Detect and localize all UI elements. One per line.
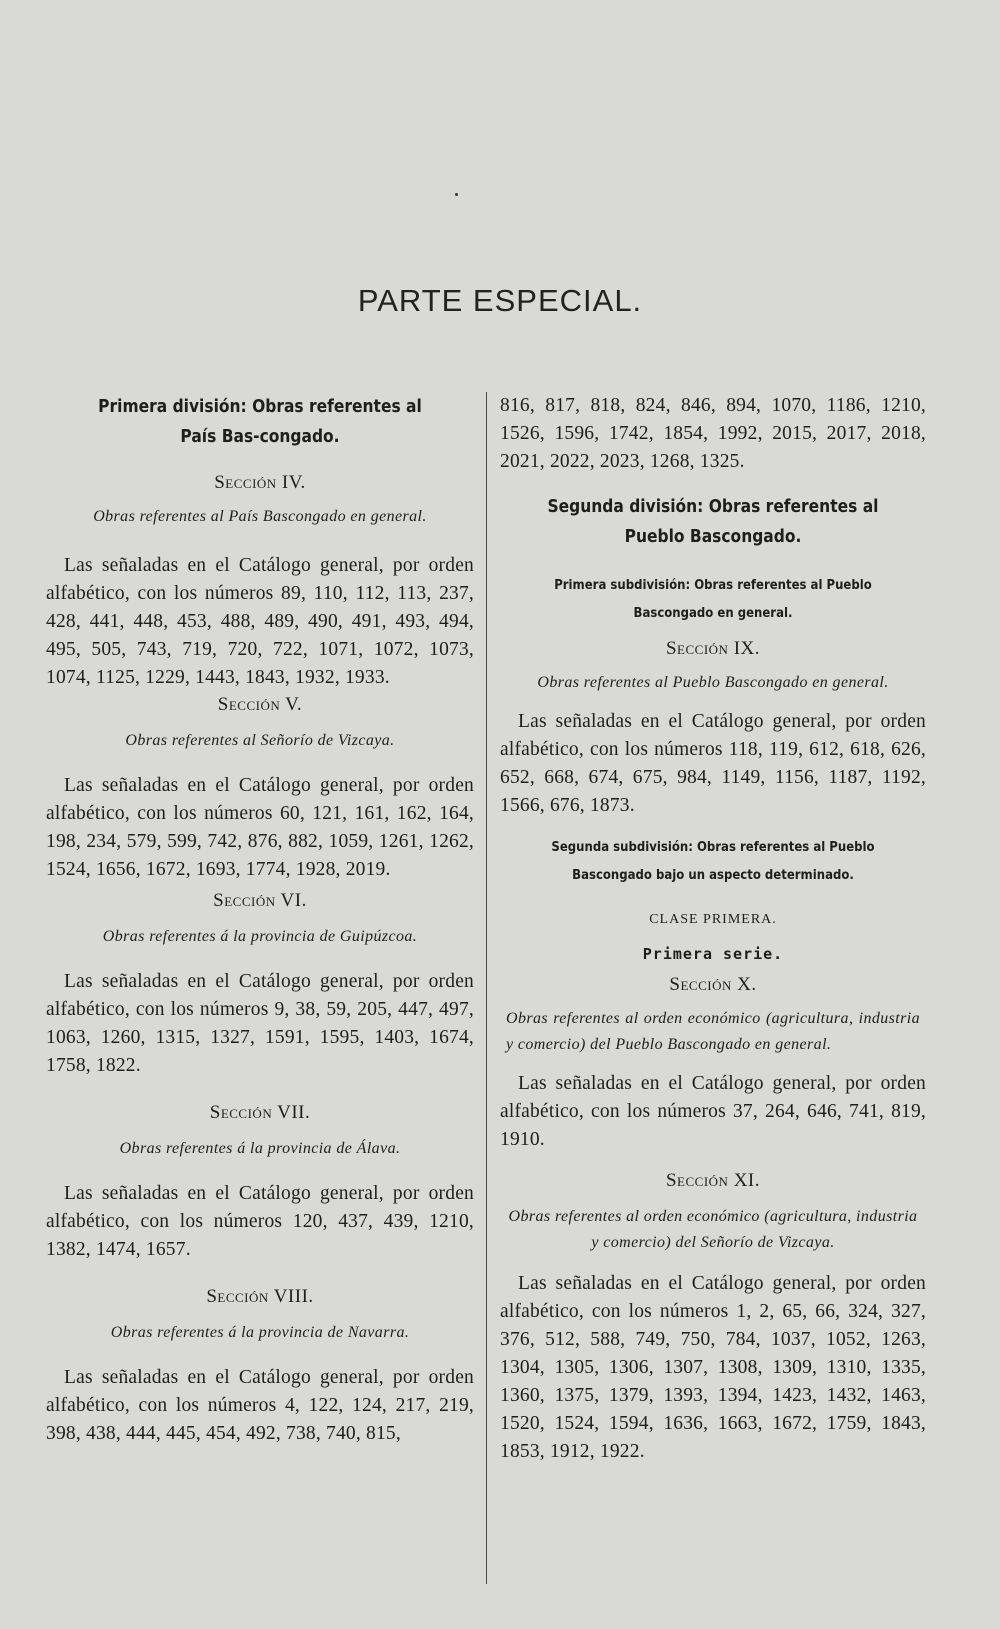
subdivision-primera: Primera subdivisión: Obras referentes al Pueblo Bascongado en general. — [554, 578, 872, 621]
division-heading-segunda: Segunda división: Obras referentes al Pueblo Bascongado. — [547, 496, 879, 547]
continuation-text: 816, 817, 818, 824, 846, 894, 1070, 1186, 1210, 1526, 1596, 1742, 1854, 1992, 2015, 2017, 2018, 2021, 2022, 2023, 1268, 1325. — [500, 395, 926, 472]
ink-speck — [455, 193, 458, 196]
column-divider — [486, 392, 487, 1584]
section-text: Las señaladas en el Catálogo general, por orden alfabético, con los números 89, 110, 112, 113, 237, 428, 441, 448, 453, 488, 489, 490, 491, 493, 494, 495, 505, 743, 719, 720, 722, 1071, 1072, 1073, 1074, 1125, 1229, 1443, 1843, 1932, 1933. — [46, 555, 474, 688]
subdivision-segunda: Segunda subdivisión: Obras referentes al Pueblo Bascongado bajo un aspecto determinado. — [551, 840, 875, 883]
section-x — [500, 972, 926, 1154]
section-vi — [46, 888, 474, 1080]
section-subtitle: Obras referentes al Pueblo Bascongado en general. — [537, 674, 889, 691]
section-text: Las señaladas en el Catálogo general, por orden alfabético, con los números 1, 2, 65, 66, 324, 327, 376, 512, 588, 749, 750, 784, 1037, 1052, 1263, 1304, 1305, 1306, 1307, 1308, 1309, 1310, 1335, 1360, 1375, 1379, 1393, 1394, 1423, 1432, 1463, 1520, 1524, 1594, 1636, 1663, 1672, 1759, 1843, 1853, 1912, 1922. — [500, 1273, 926, 1462]
section-xi — [500, 1168, 926, 1466]
section-subtitle: Obras referentes al País Bascongado en general. — [93, 508, 427, 525]
section-subtitle: Obras referentes á la provincia de Navarra. — [110, 1324, 410, 1341]
section-heading: Sección VII. — [209, 1102, 311, 1123]
section-subtitle: Obras referentes al Señorío de Vizcaya. — [125, 732, 395, 749]
section-subtitle: Obras referentes al orden económico (agricultura, industria y comercio) del Señorío de Vizcaya. — [508, 1208, 918, 1251]
clase-heading: CLASE PRIMERA. — [649, 912, 777, 927]
section-text: Las señaladas en el Catálogo general, por orden alfabético, con los números 118, 119, 612, 618, 626, 652, 668, 674, 675, 984, 1149, 1156, 1187, 1192, 1566, 676, 1873. — [500, 711, 926, 816]
section-heading: Sección X. — [669, 974, 757, 995]
section-text: Las señaladas en el Catálogo general, por orden alfabético, con los números 60, 121, 161, 162, 164, 198, 234, 579, 599, 742, 876, 882, 1059, 1261, 1262, 1524, 1656, 1672, 1693, 1774, 1928, 2019. — [46, 775, 474, 880]
section-heading: Sección XI. — [665, 1170, 760, 1191]
section-heading: Sección IV. — [214, 472, 306, 493]
section-vii — [46, 1100, 474, 1264]
section-iv — [46, 470, 474, 692]
section-heading: Sección VI. — [213, 890, 307, 911]
section-v — [46, 692, 474, 884]
section-viii — [46, 1284, 474, 1448]
section-subtitle: Obras referentes á la provincia de Álava. — [119, 1140, 401, 1157]
section-heading: Sección IX. — [665, 638, 760, 659]
section-text: Las señaladas en el Catálogo general, por orden alfabético, con los números 120, 437, 439, 1210, 1382, 1474, 1657. — [46, 1183, 474, 1260]
section-heading: Sección V. — [217, 694, 303, 715]
division-heading-primera: Primera división: Obras referentes al País Bas-congado. — [98, 396, 422, 447]
section-subtitle: Obras referentes á la provincia de Guipúzcoa. — [102, 928, 418, 945]
section-heading: Sección VIII. — [206, 1286, 314, 1307]
part-title: PARTE ESPECIAL. — [357, 283, 643, 318]
right-column — [500, 392, 926, 1466]
left-column — [46, 392, 474, 1448]
serie-heading: Primera serie. — [642, 945, 784, 963]
section-text: Las señaladas en el Catálogo general, por orden alfabético, con los números 9, 38, 59, 205, 447, 497, 1063, 1260, 1315, 1327, 1591, 1595, 1403, 1674, 1758, 1822. — [46, 971, 474, 1076]
section-subtitle: Obras referentes al orden económico (agricultura, industria y comercio) del Pueblo Bascongado en general. — [506, 1010, 920, 1053]
section-text: Las señaladas en el Catálogo general, por orden alfabético, con los números 4, 122, 124, 217, 219, 398, 438, 444, 445, 454, 492, 738, 740, 815, — [46, 1367, 474, 1444]
section-text: Las señaladas en el Catálogo general, por orden alfabético, con los números 37, 264, 646, 741, 819, 1910. — [500, 1073, 926, 1150]
section-ix — [500, 636, 926, 820]
